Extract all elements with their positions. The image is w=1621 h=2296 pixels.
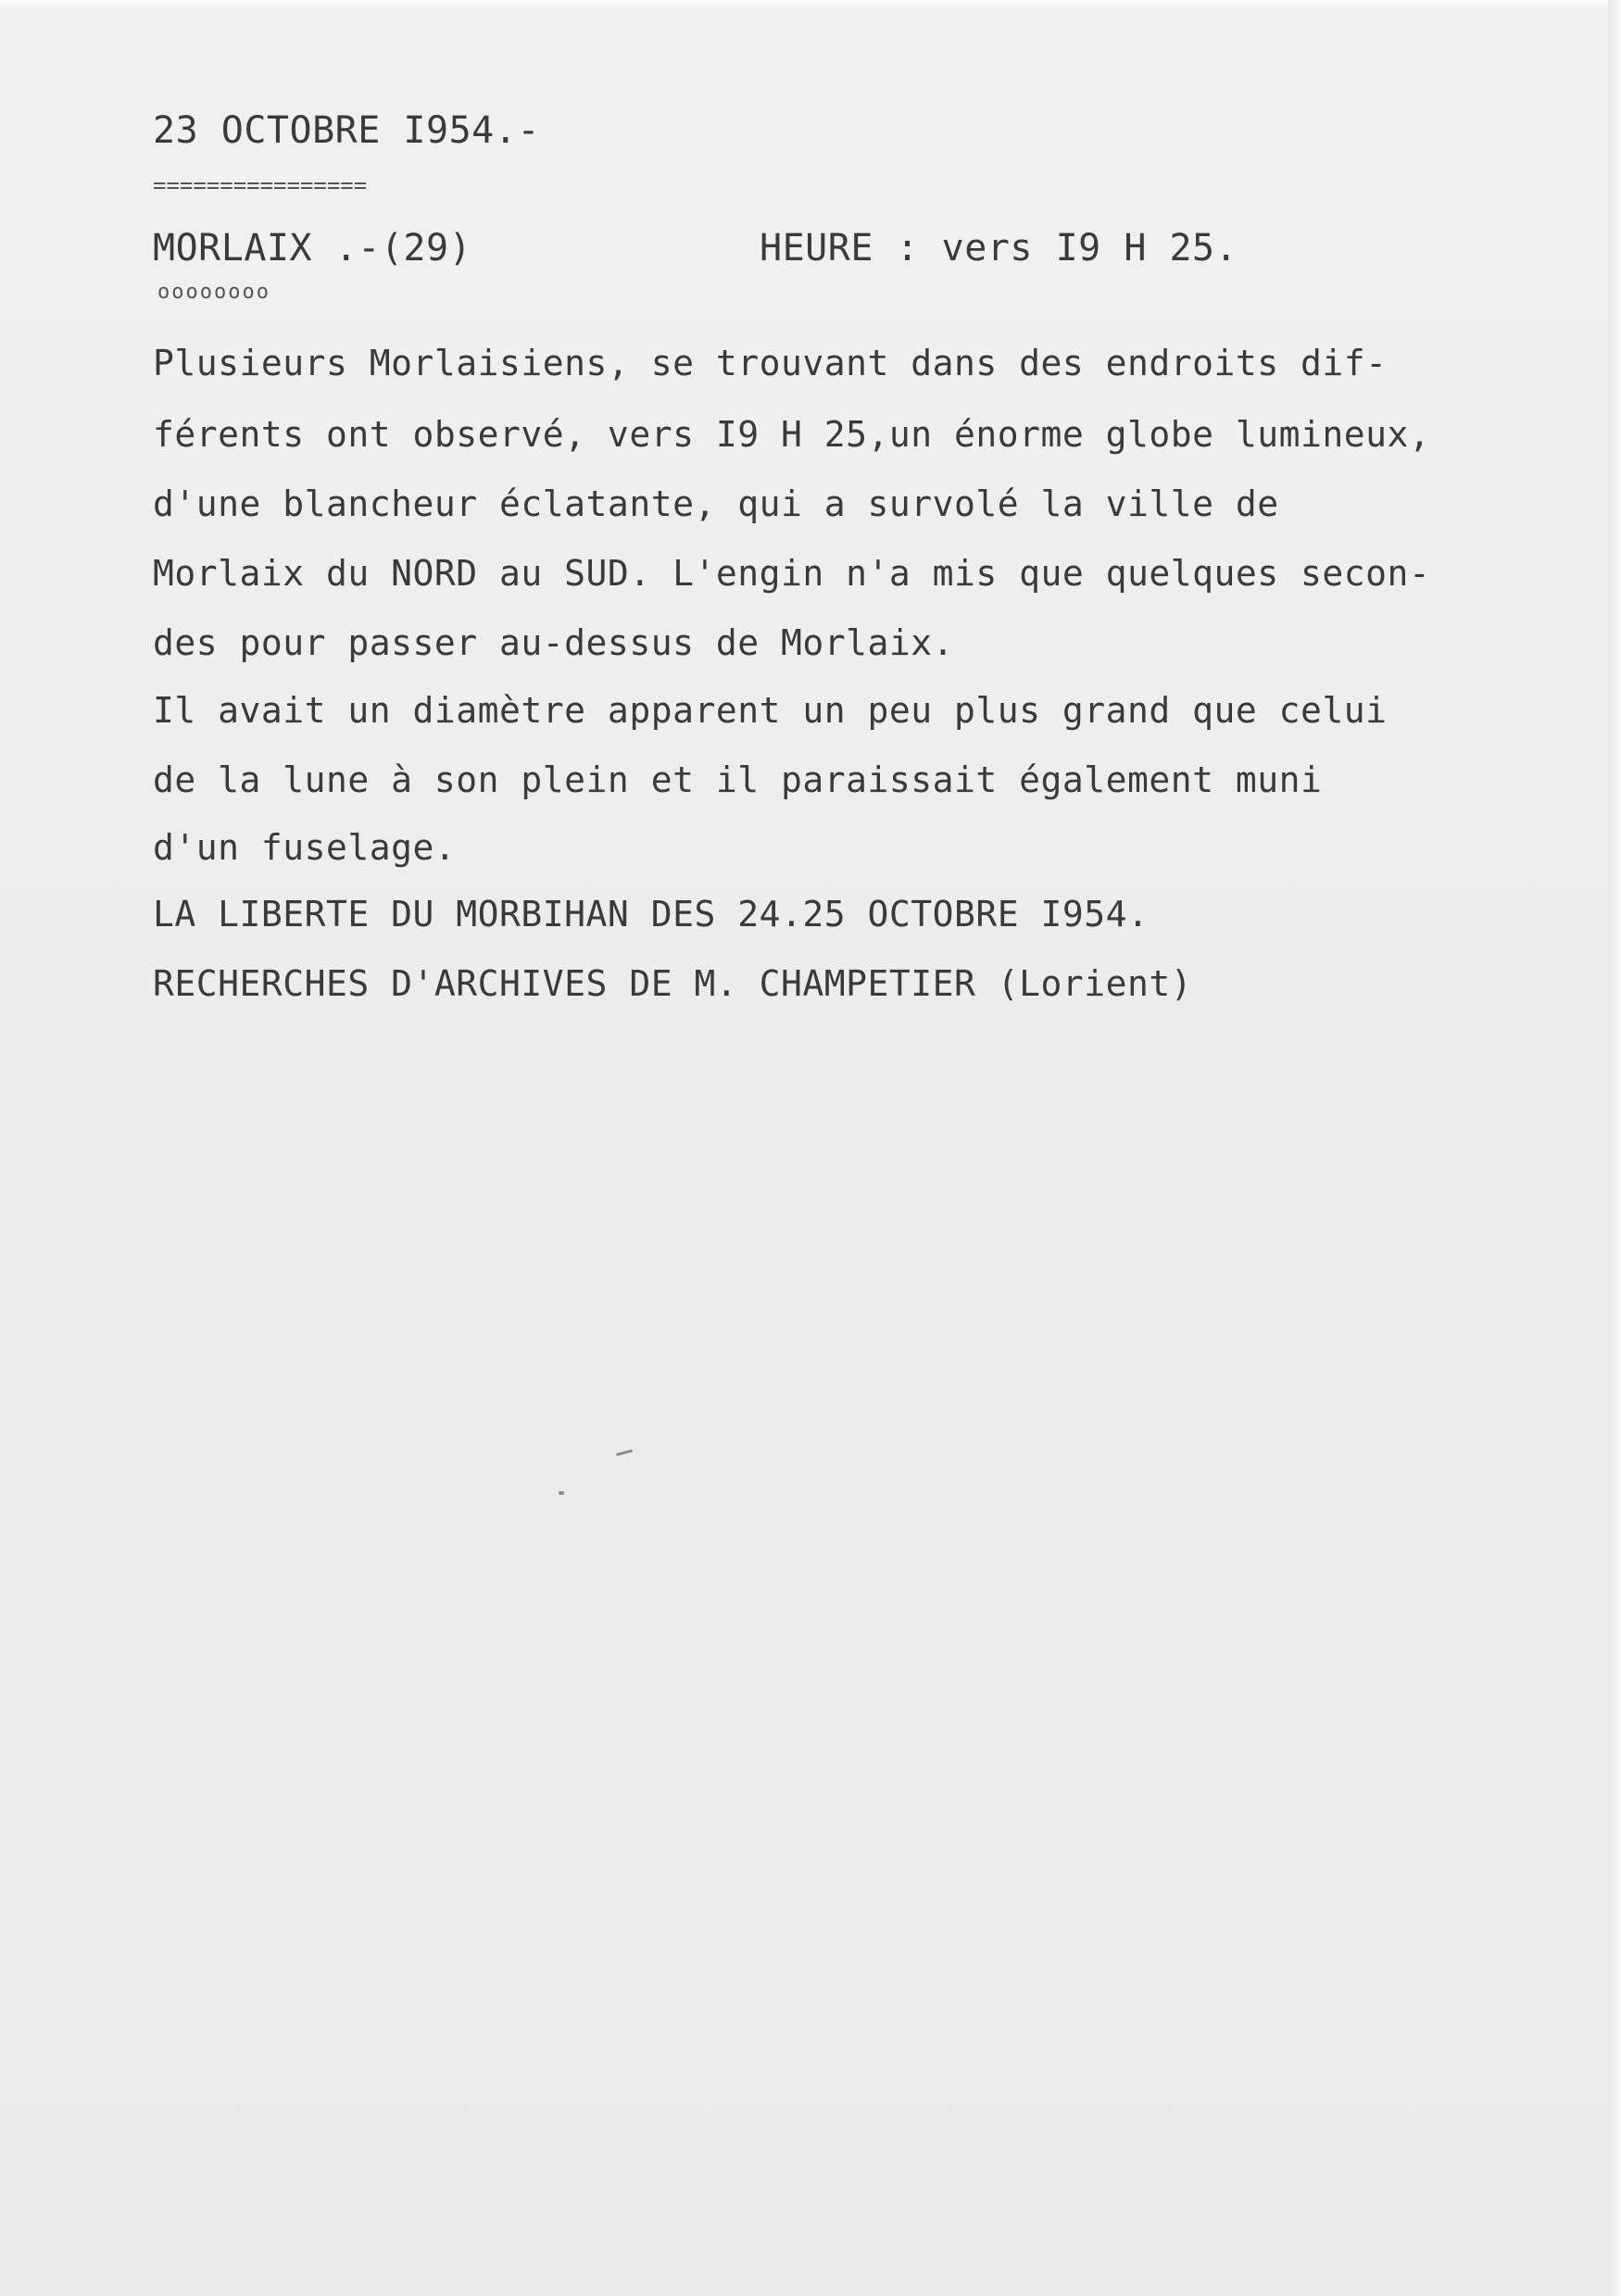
report-line: d'une blancheur éclatante, qui a survolé la ville de [153,483,1279,524]
report-line: d'un fuselage. [153,827,457,868]
report-line: Plusieurs Morlaisiens, se trouvant dans des endroits dif- [153,343,1388,383]
report-line: férents ont observé, vers I9 H 25,un énorme globe lumineux, [153,414,1431,455]
archive-research-credit: RECHERCHES D'ARCHIVES DE M. CHAMPETIER (Lorient) [153,963,1193,1004]
newspaper-source: LA LIBERTE DU MORBIHAN DES 24.25 OCTOBRE I954. [153,894,1150,935]
paper-speck [616,1449,633,1457]
paper-right-edge [1608,0,1621,2296]
paper-top-edge [0,0,1621,7]
report-line: de la lune à son plein et il paraissait également muni [153,759,1323,800]
time-heading: HEURE : vers I9 H 25. [760,227,1238,270]
document-date: 23 OCTOBRE I954.- [153,109,540,152]
report-line: Il avait un diamètre apparent un peu plus grand que celui [153,690,1388,731]
report-line: des pour passer au-dessus de Morlaix. [153,622,954,663]
paper-speck [559,1491,564,1495]
location-underline: oooooooo [157,281,270,304]
report-line: Morlaix du NORD au SUD. L'engin n'a mis que quelques secon- [153,553,1431,594]
date-underline: ================ [153,172,368,198]
location-heading: MORLAIX .-(29) [153,227,472,270]
